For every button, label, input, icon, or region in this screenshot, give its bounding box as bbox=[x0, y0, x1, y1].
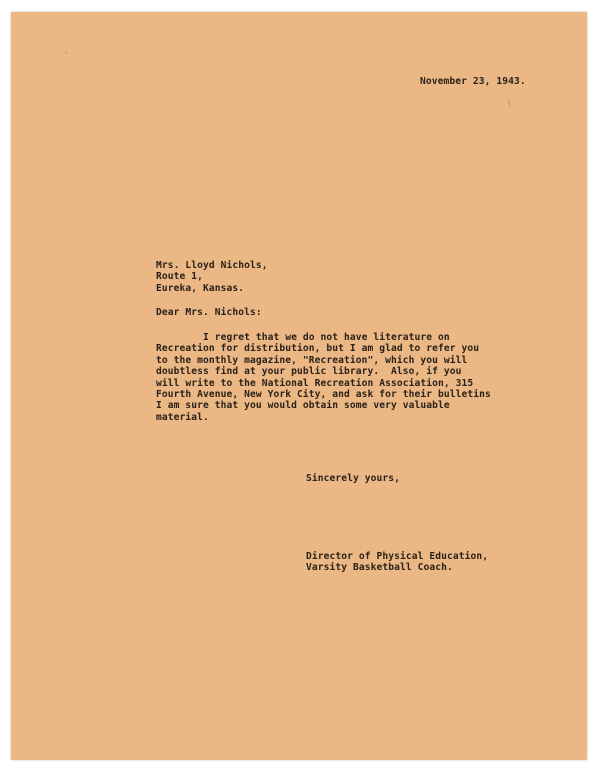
letter-body: I regret that we do not have literature on Recreation for distribution, but I am glad to refer you to the monthly magazine, "Recreation", which you will doubtless find at your public library. Also, if you will write to the National Recreation Association, 315 Fourth Avenue, New York City, and ask for their bulletins I am sure that you would obtain some very valuable material. bbox=[156, 332, 491, 423]
paper-speck: , bbox=[65, 46, 68, 55]
letter-date: November 23, 1943. bbox=[420, 76, 526, 87]
salutation: Dear Mrs. Nichols: bbox=[156, 307, 262, 318]
paper-speck: \ bbox=[508, 99, 511, 108]
signature-block: Director of Physical Education, Varsity Basketball Coach. bbox=[306, 551, 489, 574]
complimentary-closing: Sincerely yours, bbox=[306, 473, 401, 484]
recipient-address: Mrs. Lloyd Nichols, Route 1, Eureka, Kansas. bbox=[156, 260, 268, 294]
